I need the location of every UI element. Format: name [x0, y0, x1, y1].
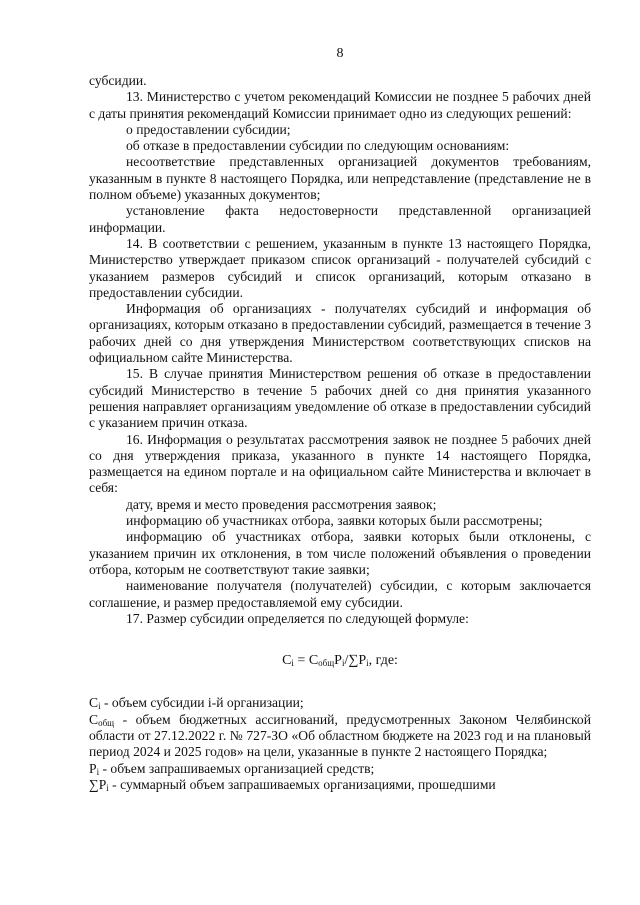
paragraph-ground-false-info: установление факта недостоверности представленной организацией информации.	[89, 203, 591, 235]
paragraph-date-time-place: дату, время и место проведения рассмотрения заявок;	[126, 496, 437, 512]
paragraph-rejected-bids: информацию об участниках отбора, заявки которых были отклонены, с указанием причин их отклонения, в том числе положений объявления о проведении отбора, которым не соответствуют такие заявки;	[89, 529, 591, 577]
paragraph-considered-bids: информацию об участниках отбора, заявки которых были рассмотрены;	[126, 513, 543, 529]
paragraph-item-15: 15. В случае принятия Министерством решения об отказе в предоставлении субсидий Министерство в течение 5 рабочих дней со дня принятия указанного решения направляет организациям уведомление об отказе в предоставлении субсидий с указанием причин отказа.	[89, 366, 591, 431]
paragraph-subsidy-end: субсидии.	[89, 73, 147, 88]
paragraph-decision-grant: о предоставлении субсидии;	[126, 121, 291, 137]
definition-budget-allocation: $C_{общ}$ - объем бюджетных ассигнований, предусмотренных Законом Челябинской области от 27.12.2022 г. № 727-ЗО «Об областном бюджете на 2023 год и на плановый период 2024 и 2025 годов» на цели, указанные в пункте 2 настоящего Порядка;	[89, 711, 591, 760]
paragraph-item-17: 17. Размер субсидии определяется по следующей формуле:	[126, 610, 469, 626]
subsidy-formula: $C_i = C_{общ}P_i/\sum P_i$, где:	[282, 653, 398, 669]
paragraph-ground-mismatch: несоответствие представленных организацией документов требованиям, указанным в пункте 8 настоящего Порядка, или непредставление (представление не в полном объеме) указанных документов;	[89, 154, 591, 203]
page-number: 8	[336, 46, 344, 61]
paragraph-recipient-name: наименование получателя (получателей) субсидии, с которым заключается соглашение, и размер предоставляемой ему субсидии.	[89, 578, 591, 610]
paragraph-decision-refuse: об отказе в предоставлении субсидии по следующим основаниям:	[126, 138, 510, 154]
paragraph-item-16: 16. Информация о результатах рассмотрения заявок не позднее 5 рабочих дней со дня утверждения приказа, указанного в пункте 14 настоящего Порядка, размещается на едином портале и на официальном сайте Министерства и включает в себя:	[89, 431, 591, 496]
definition-total-requested: $\sum P_i$ - суммарный объем запрашиваемых организациями, прошедшими	[89, 776, 496, 793]
paragraph-item-13: 13. Министерство с учетом рекомендаций Комиссии не позднее 5 рабочих дней с даты принятия рекомендаций Комиссии принимает одно из следующих решений:	[89, 89, 591, 121]
definition-requested-funds: $P_i$ - объем запрашиваемых организацией средств;	[89, 760, 375, 777]
paragraph-publication: Информация об организациях - получателях субсидий и информация об организациях, которым отказано в предоставлении субсидий, размещается в течение 3 рабочих дней со дня утверждения Министерством соответствующих списков на официальном сайте Министерства.	[89, 301, 591, 366]
definition-subsidy-amount: $C_i$ - объем субсидии i-й организации;	[89, 695, 304, 712]
paragraph-item-14: 14. В соответствии с решением, указанным в пункте 13 настоящего Порядка, Министерство утверждает приказом список организаций - получателей субсидий с указанием размеров субсидий и список организаций, которым отказано в предоставлении субсидии.	[89, 235, 591, 300]
